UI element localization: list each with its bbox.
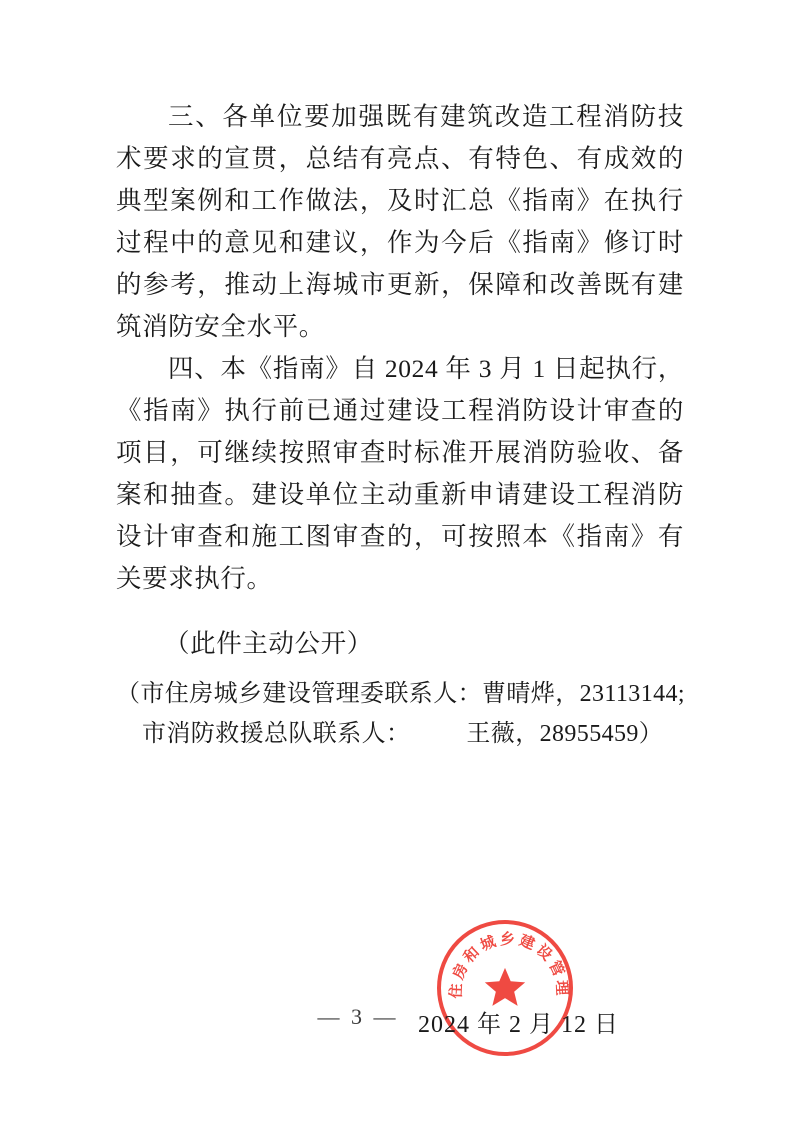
page-number: — 3 —: [317, 1004, 399, 1029]
contact-line-housing: （市住房城乡建设管理委联系人：曹晴烨，23113144;: [116, 681, 685, 707]
contact-line-fire-value: 王薇，28955459）: [466, 721, 664, 747]
paragraph-four: 四、本《指南》自 2024 年 3 月 1 日起执行，《指南》执行前已通过建设工程消防设计审查的项目，可继续按照审查时标准开展消防验收、备案和抽查。建设单位主动重新申请建设工程消防设计审查和施工图审查的，可按照本《指南》有关要求执行。: [116, 354, 684, 593]
paragraph-three: 三、各单位要加强既有建筑改造工程消防技术要求的宣贯，总结有亮点、有特色、有成效的典型案例和工作做法，及时汇总《指南》在执行过程中的意见和建议，作为今后《指南》修订时的参考，推动上海城市更新，保障和改善既有建筑消防安全水平。: [116, 102, 684, 341]
seal-arc-label: 上海市住房和城乡建设管理委员会: [431, 912, 570, 999]
signature-date: 2024 年 2 月 12 日: [418, 1012, 619, 1038]
contact-line-fire: [142, 714, 696, 754]
disclosure-note: （此件主动公开）: [164, 629, 373, 658]
seal-star-icon: [483, 965, 527, 1009]
contact-line-fire-label: 市消防救援总队联系人：: [142, 721, 411, 747]
footer-notes: [116, 624, 696, 754]
